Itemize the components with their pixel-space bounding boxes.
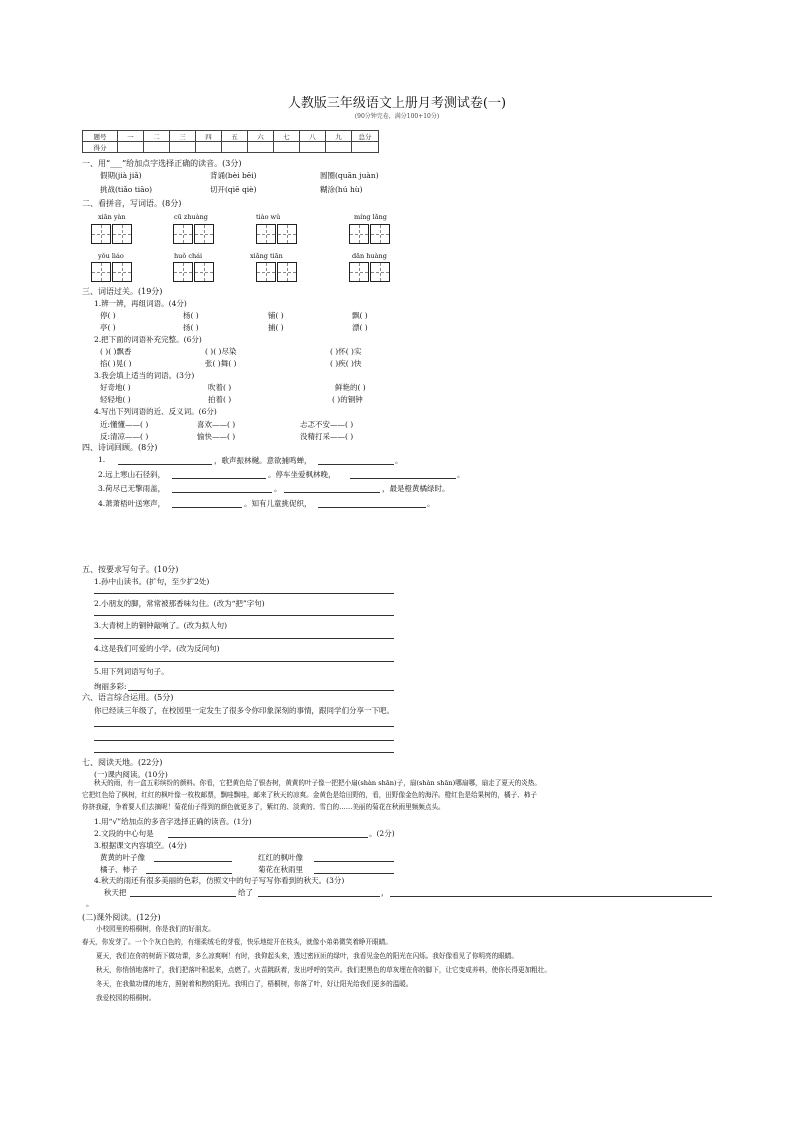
answer-blank[interactable] <box>172 507 242 508</box>
score-table-cell <box>196 142 222 153</box>
pinyin-label: yǒu liáo <box>98 252 124 260</box>
question: 3.大青树上的铜钟敲响了。(改为拟人句) <box>94 621 228 630</box>
score-table-cell <box>222 142 248 153</box>
section-5-heading: 五、按要求写句子。(10分) <box>82 565 179 574</box>
poem-line: 1. <box>98 455 106 464</box>
answer-blank[interactable] <box>130 896 236 897</box>
score-table-cell: 一 <box>118 131 144 142</box>
answer-line[interactable] <box>128 690 394 691</box>
answer-blank[interactable] <box>118 464 212 465</box>
word-item: ( )( )飘香 <box>100 347 132 356</box>
score-table-cell: 二 <box>144 131 170 142</box>
word-item: 亭( ) <box>100 323 116 332</box>
word-item: 鲜艳的( ) <box>335 383 366 392</box>
pinyin-label: dān huàng <box>352 252 387 260</box>
poem-line: 。停车坐爱枫林晚， <box>268 470 336 479</box>
passage-line: 你挤我碰，争着要人们去摘呢！菊花仙子得到的颜色就更多了，紫红的、淡黄的、雪白的……美丽的菊花在秋雨里频频点头。 <box>82 803 445 811</box>
score-table <box>82 130 379 153</box>
word-item: 张( )舞( ) <box>205 359 237 368</box>
question: 4.这是我们可爱的小学。(改为反问句) <box>94 644 220 653</box>
word-item: 近:懂懂——( ) <box>100 420 149 429</box>
reading-item: 假期(jià jiǎ) <box>100 171 142 180</box>
fill-item: ， <box>381 888 389 897</box>
reading-item: 糊涂(hú hù) <box>320 185 363 194</box>
passage-line: 我爱校园的梧桐树。 <box>96 994 156 1002</box>
poem-line: 3.荷尽已无擎雨盖， <box>98 484 166 493</box>
answer-blank[interactable] <box>318 464 394 465</box>
fill-item: 菊花在秋雨里 <box>258 865 303 874</box>
question: 4.秋天的雨还有很多美丽的色彩，仿照文中的句子写写你看到的秋天。(3分) <box>94 876 345 885</box>
question: 5.用下列词语写句子。 <box>94 667 169 676</box>
answer-line[interactable] <box>94 593 394 594</box>
score-table-cell: 五 <box>222 131 248 142</box>
word-item: 反:清凉——( ) <box>100 432 149 441</box>
word-item: 杨( ) <box>183 311 199 320</box>
pinyin-label: xiǎng tiān <box>250 252 283 260</box>
answer-blank[interactable] <box>390 896 712 897</box>
section-6-heading: 六、语言综合运用。(5分) <box>82 693 174 702</box>
poem-line: ，最是橙黄橘绿时。 <box>382 484 450 493</box>
score-table-cell <box>326 142 352 153</box>
exam-subtitle: (90分钟完卷，满分100+10分) <box>354 113 440 120</box>
word-item: 轻轻地( ) <box>100 395 131 404</box>
score-table-cell: 六 <box>248 131 274 142</box>
fill-item: 黄黄的叶子像 <box>100 853 145 862</box>
score-table-cell: 九 <box>326 131 352 142</box>
question: 2.把下面的词语补充完整。(6分) <box>94 335 202 344</box>
question: 2.小朋友的脚，常常被那香味勾住。(改为“把”字句) <box>94 599 265 608</box>
word-item: ( )( )尽染 <box>205 347 237 356</box>
poem-line: 。 <box>395 456 403 465</box>
score-table-cell <box>352 142 379 153</box>
writing-grid[interactable] <box>91 224 132 244</box>
score-table-cell <box>144 142 170 153</box>
pinyin-label: míng lǎng <box>354 213 387 221</box>
question: 1.用“√”给加点的多音字选择正确的读音。(1分) <box>94 817 252 826</box>
question: 1.辨一辨，再组词语。(4分) <box>94 299 187 308</box>
passage-line: 秋天，你悄悄地落叶了，我们把落叶积起来，点燃了。火苗跳跃着，发出呼呼的笑声。我们把黑色的草灰埋在你的脚下，让它变成养料，使你长得更加粗壮。 <box>96 966 551 974</box>
answer-line[interactable] <box>94 752 394 753</box>
reading-item: 背诵(bèi bēi) <box>210 171 257 180</box>
poem-line: 。知有儿童挑促织， <box>244 499 312 508</box>
word-item: 铺( ) <box>268 311 284 320</box>
subsection-heading: (二)课外阅读。(12分) <box>82 913 161 922</box>
reading-item: 切开(qiē qiè) <box>210 185 257 194</box>
poem-line: 。 <box>427 499 435 508</box>
poem-line: 。 <box>274 484 282 493</box>
passage-line: 它把红色给了枫树，红红的枫叶像一枚枚邮票，飘哇飘哇，邮来了秋天的凉爽。金黄色是给田野的，看，田野像金色的海洋。橙红色是给果树的，橘子、柿子 <box>82 791 537 799</box>
word-item: 扬( ) <box>183 323 199 332</box>
subsection-heading: (一)课内阅读。(10分) <box>94 770 168 779</box>
word-item: 吹着( ) <box>208 383 232 392</box>
question: 你已经读三年级了，在校园里一定发生了很多令你印象深刻的事情，跟同学们分享一下吧。 <box>94 706 394 715</box>
question: 4.写出下列词语的近、反义词。(6分) <box>94 407 217 416</box>
pinyin-label: tiào wǔ <box>256 213 281 221</box>
score-table-cell <box>274 142 300 153</box>
word-item: 掐( )晃( ) <box>100 359 132 368</box>
writing-grid[interactable] <box>256 224 297 244</box>
question: 3.我会填上适当的词语。(3分) <box>94 371 195 380</box>
answer-line[interactable] <box>94 740 394 741</box>
word-item: 拍着( ) <box>208 395 232 404</box>
answer-blank[interactable] <box>318 507 426 508</box>
passage-line: 小校园里的梧桐树，你是我们的好朋友。 <box>96 925 215 933</box>
word-item: 忐忑不安——( ) <box>300 420 354 429</box>
fill-item: 橘子、柿子 <box>100 865 138 874</box>
answer-line[interactable] <box>94 661 394 662</box>
poem-line: ，歌声振林樾。意欲捕鸣蝉， <box>214 456 312 465</box>
score-table-cell: 八 <box>300 131 326 142</box>
answer-line[interactable] <box>94 615 394 616</box>
section-1-heading: 一、用“___”给加点字选择正确的读音。(3分) <box>82 159 242 168</box>
pinyin-label: huǒ chái <box>174 252 203 260</box>
answer-blank[interactable] <box>314 861 394 862</box>
fill-item: 给了 <box>238 888 253 897</box>
fill-item: 。 <box>86 899 94 908</box>
word-item: 捕( ) <box>268 323 284 332</box>
score-table-cell: 总分 <box>352 131 379 142</box>
score-table-header-row <box>83 131 379 142</box>
writing-grid[interactable] <box>349 262 390 282</box>
fill-item: 红红的枫叶像 <box>258 853 303 862</box>
passage-line: 夏天，我们在你的树荫下做功课，多么凉爽啊！有时，我仰起头来，透过密匝匝的绿叶，我看见金色的阳光在闪烁。我好像看见了你明亮的眼睛。 <box>96 952 518 960</box>
reading-item: 圆圈(quān juàn) <box>320 171 379 180</box>
answer-blank[interactable] <box>154 861 232 862</box>
exam-title: 人教版三年级语文上册月考测试卷(一) <box>287 96 507 111</box>
answer-line[interactable] <box>94 726 394 727</box>
word-item: 停( ) <box>100 311 116 320</box>
answer-blank[interactable] <box>350 478 456 479</box>
question: 3.根据课文内容填空。(4分) <box>94 841 187 850</box>
question: 1.孙中山读书。(扩句，至少扩2处) <box>94 577 210 586</box>
passage-line: 春天，你发芽了。一个个灰白色的，有细柔绒毛的芽苞，快乐地绽开在枝头，就像小弟弟微笑着睁开眼睛。 <box>82 938 392 946</box>
writing-grid[interactable] <box>173 224 214 244</box>
score-table-cell: 七 <box>274 131 300 142</box>
word-item: 飘( ) <box>352 311 368 320</box>
answer-blank[interactable] <box>168 837 368 838</box>
word-item: ( )怀( )实 <box>330 347 362 356</box>
writing-grid[interactable] <box>173 262 214 282</box>
writing-grid[interactable] <box>91 262 132 282</box>
word-item: 愉快——( ) <box>197 432 236 441</box>
section-7-heading: 七、阅读天地。(22分) <box>82 758 163 767</box>
score-table-cell <box>300 142 326 153</box>
reading-item: 挑战(tiǎo tiāo) <box>100 185 153 194</box>
score-table-cell: 得分 <box>83 142 118 153</box>
section-2-heading: 二、看拼音，写词语。(8分) <box>82 199 182 208</box>
passage-line: 冬天，在我做功课的地方，照射着和煦的阳光。我明白了，梧桐树，你落了叶，好让阳光给我们更多的温暖。 <box>96 980 413 988</box>
score-table-cell: 三 <box>170 131 196 142</box>
poem-line: 2.远上寒山石径斜， <box>98 470 166 479</box>
poem-line: 4.萧萧梧叶送寒声， <box>98 499 166 508</box>
score-table-cell <box>248 142 274 153</box>
passage-line: 秋天的雨，有一盒五彩缤纷的颜料。你看，它把黄色给了银杏树，黄黄的叶子像一把把小扇(shàn shān)子，扇(shàn shān)哪扇哪，扇走了夏天的炎热。 <box>94 779 541 787</box>
poem-line: 。 <box>457 470 465 479</box>
pinyin-label: xiān yàn <box>98 213 126 221</box>
pinyin-label: cū zhuàng <box>174 213 208 221</box>
score-table-cell: 题号 <box>83 131 118 142</box>
answer-line[interactable] <box>94 638 394 639</box>
score-table-score-row <box>83 142 379 153</box>
question: 绚丽多彩: <box>94 682 127 691</box>
question: 2.文段的中心句是 <box>94 829 154 838</box>
word-item: ( )的铜钟 <box>332 395 363 404</box>
word-item: 没精打采——( ) <box>300 432 354 441</box>
answer-blank[interactable] <box>172 478 266 479</box>
answer-blank[interactable] <box>284 492 380 493</box>
section-4-heading: 四、诗词回顾。(8分) <box>82 443 158 452</box>
word-item: 好奇地( ) <box>100 383 131 392</box>
score-table-cell: 四 <box>196 131 222 142</box>
word-item: ( )疾( )快 <box>330 359 362 368</box>
answer-blank[interactable] <box>258 896 380 897</box>
word-item: 喜欢——( ) <box>197 420 236 429</box>
section-3-heading: 三、词语过关。(19分) <box>82 287 163 296</box>
answer-blank[interactable] <box>314 873 394 874</box>
word-item: 漂( ) <box>352 323 368 332</box>
question: 。(2分) <box>369 829 395 838</box>
answer-blank[interactable] <box>172 492 272 493</box>
writing-grid[interactable] <box>349 224 390 244</box>
writing-grid[interactable] <box>256 262 297 282</box>
answer-blank[interactable] <box>146 873 232 874</box>
score-table-cell <box>118 142 144 153</box>
score-table-cell <box>170 142 196 153</box>
fill-item: 秋天把 <box>104 888 127 897</box>
